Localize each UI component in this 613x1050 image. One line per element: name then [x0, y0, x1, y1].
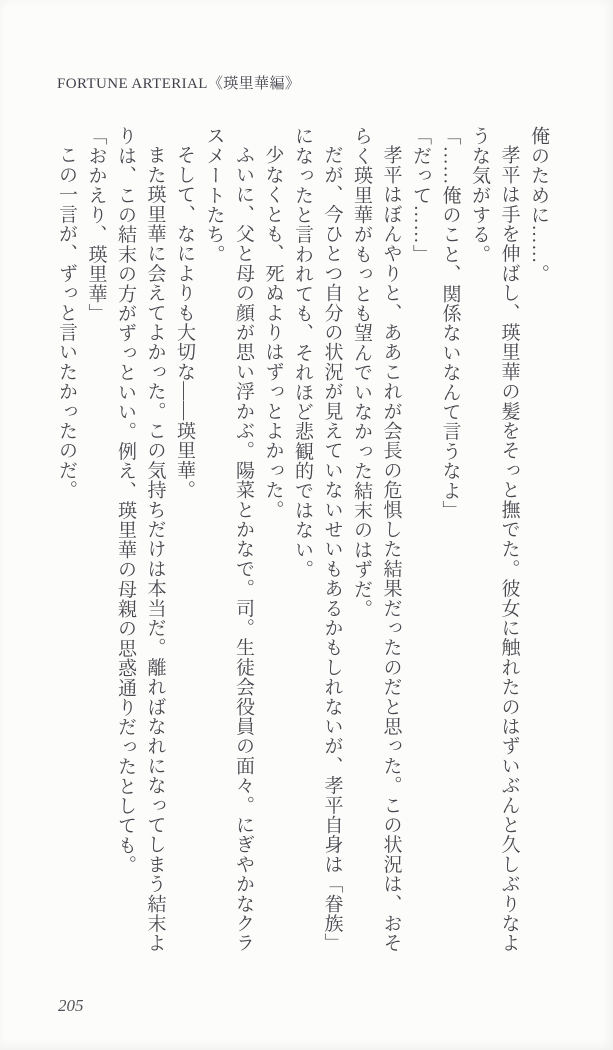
- paragraph: 孝平は手を伸ばし、瑛里華の髪をそっと撫でた。彼女に触れたのはずいぶんと久しぶりなような気がする。: [469, 126, 520, 953]
- paragraph: また瑛里華に会えてよかった。この気持ちだけは本当だ。離ればなれになってしまう結末よりは、この結末の方がずっといい。例え、瑛里華の母親の思惑通りだったとしても。: [115, 126, 166, 953]
- page-number: 205: [58, 996, 84, 1015]
- paragraph: だが、今ひとつ自分の状況が見えていないせいもあるかもしれないが、孝平自身は「眷族」になったと言われても、それほど悲観的ではない。: [292, 126, 343, 953]
- paragraph: 「だって……」: [410, 126, 431, 264]
- paragraph: ふいに、父と母の顔が思い浮かぶ。陽菜とかなで。司。生徒会役員の面々。にぎやかなクラスメートたち。: [203, 126, 254, 953]
- running-header: FORTUNE ARTERIAL《瑛里華編》: [57, 76, 301, 92]
- paragraph: 孝平はぼんやりと、ああこれが会長の危惧した結果だったのだと思った。この状況は、おそらく瑛里華がもっとも望んでいなかった結末のはずだ。: [351, 126, 402, 953]
- paragraph: 「……俺のこと、関係ないなんて言うなよ」: [439, 126, 461, 520]
- paragraph: 俺のために……。: [528, 126, 549, 284]
- paragraph: 「おかえり、瑛里華」: [85, 126, 107, 323]
- paragraph: そして、なによりも大切な――瑛里華。: [174, 145, 195, 500]
- paragraph: この一言が、ずっと言いたかったのだ。: [56, 145, 77, 500]
- body-text: [52, 126, 554, 956]
- paragraph: 少なくとも、死ぬよりはずっとよかった。: [262, 145, 284, 520]
